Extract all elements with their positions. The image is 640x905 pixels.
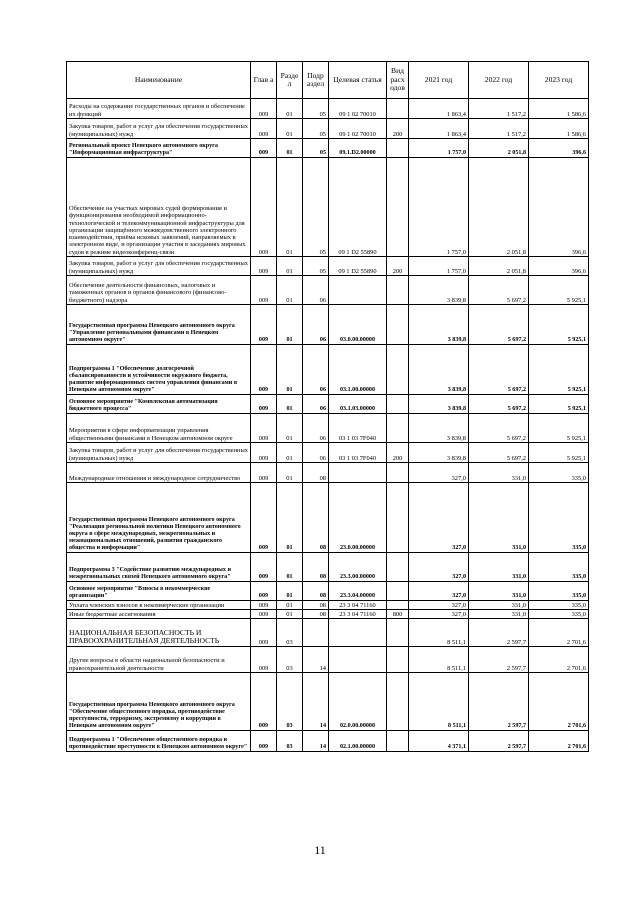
row-value-2022: 331,0 [469, 582, 529, 601]
table-row [67, 601, 589, 610]
row-name: Государственная программа Ненецкого автономного округа "Реализация региональной политики Ненецкого автономного округа в сфере международных, межрегиональных и межнациональных отношений, развития гражданского общества и информации" [67, 483, 251, 553]
row-value-2021: 8 511,1 [409, 673, 469, 731]
row-target-article: 23.0.00.00000 [329, 483, 387, 553]
row-subsection: 06 [303, 395, 329, 414]
row-target-article: 23 3 04 71160 [329, 610, 387, 619]
row-value-2023: 5 925,1 [529, 395, 589, 414]
row-value-2022: 5 697,2 [469, 276, 529, 305]
row-value-2022: 2 051,8 [469, 257, 529, 276]
row-subsection: 06 [303, 305, 329, 345]
row-value-2023: 396,6 [529, 158, 589, 257]
row-subsection: 05 [303, 99, 329, 119]
row-chapter: 009 [251, 483, 277, 553]
row-value-2021: 1 757,0 [409, 257, 469, 276]
table-header [67, 62, 589, 99]
row-value-2021: 3 839,8 [409, 395, 469, 414]
row-expense-type [387, 483, 409, 553]
row-subsection: 06 [303, 443, 329, 463]
row-expense-type [387, 731, 409, 752]
row-target-article [329, 463, 387, 483]
row-chapter: 009 [251, 647, 277, 673]
row-name: Международные отношения и международное сотрудничество [67, 463, 251, 483]
row-value-2022: 2 051,8 [469, 158, 529, 257]
row-subsection: 06 [303, 414, 329, 443]
row-section: 01 [277, 305, 303, 345]
row-chapter: 009 [251, 139, 277, 158]
row-section: 01 [277, 119, 303, 139]
row-name: Подпрограмма 3 "Содействие развитию международных и межрегиональных связей Ненецкого автономного округа" [67, 553, 251, 582]
row-value-2021: 8 511,1 [409, 647, 469, 673]
row-expense-type [387, 276, 409, 305]
row-name: Мероприятия в сфере информатизации управления общественными финансами в Ненецком автономном округе [67, 414, 251, 443]
row-expense-type [387, 139, 409, 158]
row-target-article: 23.3.04.00000 [329, 582, 387, 601]
row-expense-type: 200 [387, 119, 409, 139]
row-subsection: 05 [303, 158, 329, 257]
row-target-article: 02.0.00.00000 [329, 673, 387, 731]
row-subsection: 14 [303, 673, 329, 731]
row-chapter: 009 [251, 257, 277, 276]
row-target-article: 02.1.00.00000 [329, 731, 387, 752]
row-value-2021: 1 757,0 [409, 158, 469, 257]
row-value-2021: 3 839,8 [409, 443, 469, 463]
row-value-2021: 1 863,4 [409, 119, 469, 139]
row-value-2022: 331,0 [469, 483, 529, 553]
row-name: Расходы на содержание государственных органов и обеспечение их функций [67, 99, 251, 119]
row-value-2022: 5 697,2 [469, 443, 529, 463]
row-expense-type [387, 553, 409, 582]
row-value-2021: 327,0 [409, 463, 469, 483]
row-section: 01 [277, 610, 303, 619]
table-row [67, 463, 589, 483]
row-value-2023: 396,6 [529, 257, 589, 276]
row-section: 01 [277, 463, 303, 483]
row-value-2022: 331,0 [469, 610, 529, 619]
row-target-article: 09 1 02 70010 [329, 99, 387, 119]
row-value-2021: 327,0 [409, 601, 469, 610]
row-value-2021: 4 371,1 [409, 731, 469, 752]
row-value-2022: 1 517,2 [469, 119, 529, 139]
row-target-article: 03.1.00.00000 [329, 345, 387, 395]
row-subsection: 06 [303, 345, 329, 395]
row-expense-type: 800 [387, 610, 409, 619]
row-target-article: 03.1.03.00000 [329, 395, 387, 414]
row-chapter: 009 [251, 119, 277, 139]
row-section: 01 [277, 483, 303, 553]
row-target-article: 03 1 03 7F040 [329, 443, 387, 463]
row-chapter: 009 [251, 276, 277, 305]
table-row [67, 257, 589, 276]
row-subsection: 05 [303, 139, 329, 158]
table-row [67, 610, 589, 619]
table-row [67, 305, 589, 345]
row-target-article: 09 1 D2 55890 [329, 158, 387, 257]
row-value-2023: 1 586,6 [529, 119, 589, 139]
row-subsection: 08 [303, 463, 329, 483]
header-cell: Подр аздел [303, 62, 329, 99]
row-section: 03 [277, 731, 303, 752]
header-cell: Вид расх одов [387, 62, 409, 99]
table-row [67, 276, 589, 305]
row-chapter: 009 [251, 601, 277, 610]
row-chapter: 009 [251, 443, 277, 463]
table-row [67, 673, 589, 731]
table-row [67, 139, 589, 158]
row-value-2023: 2 701,6 [529, 673, 589, 731]
row-value-2023: 2 701,6 [529, 619, 589, 647]
row-chapter: 009 [251, 619, 277, 647]
row-value-2021: 327,0 [409, 553, 469, 582]
table-row [67, 582, 589, 601]
row-subsection: 05 [303, 257, 329, 276]
row-section: 01 [277, 414, 303, 443]
row-target-article: 23 3 04 71160 [329, 601, 387, 610]
table-row [67, 414, 589, 443]
row-value-2023: 335,0 [529, 610, 589, 619]
row-value-2023: 396,6 [529, 139, 589, 158]
row-expense-type [387, 619, 409, 647]
row-value-2022: 2 597,7 [469, 673, 529, 731]
row-value-2021: 327,0 [409, 610, 469, 619]
row-value-2022: 2 051,8 [469, 139, 529, 158]
row-name: Закупка товаров, работ и услуг для обеспечения государственных (муниципальных) нужд [67, 257, 251, 276]
row-name: Основное мероприятие "Комплексная автоматизация бюджетного процесса" [67, 395, 251, 414]
row-value-2021: 1 757,0 [409, 139, 469, 158]
row-subsection: 08 [303, 601, 329, 610]
row-value-2023: 5 925,1 [529, 305, 589, 345]
row-value-2022: 5 697,2 [469, 345, 529, 395]
row-subsection: 08 [303, 553, 329, 582]
row-value-2023: 2 701,6 [529, 731, 589, 752]
row-subsection: 14 [303, 731, 329, 752]
row-name: Закупка товаров, работ и услуг для обеспечения государственных (муниципальных) нужд [67, 443, 251, 463]
row-name: Государственная программа Ненецкого автономного округа "Управление региональными финансами в Ненецком автономном округе" [67, 305, 251, 345]
row-value-2023: 5 925,1 [529, 443, 589, 463]
row-value-2022: 1 517,2 [469, 99, 529, 119]
table-row [67, 553, 589, 582]
row-value-2021: 1 863,4 [409, 99, 469, 119]
header-cell: 2022 год [469, 62, 529, 99]
row-target-article: 09 1 D2 55890 [329, 257, 387, 276]
row-section: 01 [277, 276, 303, 305]
row-subsection: 08 [303, 483, 329, 553]
row-target-article: 09 1 02 70010 [329, 119, 387, 139]
row-value-2022: 331,0 [469, 553, 529, 582]
row-value-2021: 8 511,1 [409, 619, 469, 647]
table-row [67, 158, 589, 257]
row-section: 01 [277, 443, 303, 463]
row-chapter: 009 [251, 582, 277, 601]
row-value-2023: 1 586,6 [529, 99, 589, 119]
row-value-2021: 327,0 [409, 582, 469, 601]
row-chapter: 009 [251, 158, 277, 257]
row-target-article [329, 619, 387, 647]
header-cell: Разде л [277, 62, 303, 99]
row-name: Закупка товаров, работ и услуг для обеспечения государственных (муниципальных) нужд [67, 119, 251, 139]
row-chapter: 009 [251, 463, 277, 483]
table-row [67, 395, 589, 414]
row-name: НАЦИОНАЛЬНАЯ БЕЗОПАСНОСТЬ И ПРАВООХРАНИТЕЛЬНАЯ ДЕЯТЕЛЬНОСТЬ [67, 619, 251, 647]
table-row [67, 345, 589, 395]
row-section: 03 [277, 673, 303, 731]
row-value-2022: 2 597,7 [469, 647, 529, 673]
row-expense-type [387, 305, 409, 345]
row-chapter: 009 [251, 731, 277, 752]
row-chapter: 009 [251, 673, 277, 731]
row-chapter: 009 [251, 305, 277, 345]
row-value-2023: 5 925,1 [529, 345, 589, 395]
row-subsection: 08 [303, 610, 329, 619]
row-target-article: 03 1 03 7F040 [329, 414, 387, 443]
page-number: 11 [314, 843, 326, 857]
header-cell: 2023 год [529, 62, 589, 99]
table-row [67, 99, 589, 119]
row-value-2021: 3 839,8 [409, 414, 469, 443]
row-value-2022: 2 597,7 [469, 619, 529, 647]
row-value-2021: 3 839,8 [409, 345, 469, 395]
row-chapter: 009 [251, 345, 277, 395]
row-expense-type [387, 463, 409, 483]
row-expense-type [387, 414, 409, 443]
row-name: Региональный проект Ненецкого автономного округа "Информационная инфраструктура" [67, 139, 251, 158]
row-value-2022: 5 697,2 [469, 305, 529, 345]
table-row [67, 483, 589, 553]
row-subsection [303, 619, 329, 647]
row-value-2022: 5 697,2 [469, 414, 529, 443]
table-row [67, 731, 589, 752]
row-section: 01 [277, 257, 303, 276]
table-row [67, 443, 589, 463]
row-target-article: 23.3.00.00000 [329, 553, 387, 582]
row-expense-type [387, 582, 409, 601]
row-section: 01 [277, 99, 303, 119]
row-section: 03 [277, 619, 303, 647]
table-row [67, 119, 589, 139]
header-cell: 2021 год [409, 62, 469, 99]
row-value-2022: 331,0 [469, 601, 529, 610]
row-target-article: 03.0.00.00000 [329, 305, 387, 345]
row-value-2023: 335,0 [529, 601, 589, 610]
row-value-2023: 5 925,1 [529, 414, 589, 443]
row-expense-type [387, 158, 409, 257]
row-section: 01 [277, 601, 303, 610]
row-subsection: 05 [303, 119, 329, 139]
row-section: 01 [277, 158, 303, 257]
row-expense-type [387, 395, 409, 414]
table-row [67, 647, 589, 673]
row-value-2022: 5 697,2 [469, 395, 529, 414]
row-value-2021: 3 839,8 [409, 276, 469, 305]
row-name: Другие вопросы в области национальной безопасности и правоохранительной деятельности [67, 647, 251, 673]
row-name: Подпрограмма 1 "Обеспечение долгосрочной сбалансированности и устойчивости окружного бюджета, развитие информационных систем управления финансами в Ненецком автономном округе" [67, 345, 251, 395]
row-chapter: 009 [251, 395, 277, 414]
header-cell: Целевая статья [329, 62, 387, 99]
row-chapter: 009 [251, 610, 277, 619]
row-value-2023: 335,0 [529, 582, 589, 601]
row-value-2023: 335,0 [529, 483, 589, 553]
row-target-article [329, 276, 387, 305]
row-name: Подпрограмма 1 "Обеспечение общественного порядка и противодействие преступности в Ненецком автономном округе" [67, 731, 251, 752]
row-value-2023: 335,0 [529, 553, 589, 582]
row-expense-type: 200 [387, 443, 409, 463]
row-name: Обеспечение на участках мировых судей формирования и функционирования необходимой информационно-технологической и телекоммуникационной инфраструктуры для организации защищённого межведомственного электронного взаимодействия, приёма исковых заявлений, направляемых в электронном виде, и организации участия в заседаниях мировых судов в режиме видеоконференц-связи [67, 158, 251, 257]
row-chapter: 009 [251, 553, 277, 582]
row-subsection: 08 [303, 582, 329, 601]
row-value-2023: 5 925,1 [529, 276, 589, 305]
table-row [67, 619, 589, 647]
row-expense-type [387, 345, 409, 395]
row-section: 01 [277, 582, 303, 601]
row-name: Уплата членских взносов в некоммерческие организации [67, 601, 251, 610]
row-subsection: 14 [303, 647, 329, 673]
row-chapter: 009 [251, 99, 277, 119]
row-section: 01 [277, 139, 303, 158]
row-value-2023: 2 701,6 [529, 647, 589, 673]
row-section: 01 [277, 345, 303, 395]
row-expense-type [387, 99, 409, 119]
header-cell: Глав а [251, 62, 277, 99]
row-section: 01 [277, 395, 303, 414]
row-target-article [329, 647, 387, 673]
row-name: Основное мероприятие "Взносы в некоммерческие организации" [67, 582, 251, 601]
row-target-article: 09.1.D2.00000 [329, 139, 387, 158]
header-cell: Наименование [67, 62, 251, 99]
budget-table [66, 61, 589, 752]
row-value-2021: 3 839,8 [409, 305, 469, 345]
row-value-2022: 2 597,7 [469, 731, 529, 752]
row-name: Обеспечение деятельности финансовых, налоговых и таможенных органов и органов финансового (финансово-бюджетного) надзора [67, 276, 251, 305]
row-section: 01 [277, 553, 303, 582]
row-value-2022: 331,0 [469, 463, 529, 483]
row-expense-type [387, 647, 409, 673]
row-expense-type: 200 [387, 257, 409, 276]
row-expense-type [387, 673, 409, 731]
row-chapter: 009 [251, 414, 277, 443]
row-subsection: 06 [303, 276, 329, 305]
row-value-2023: 335,0 [529, 463, 589, 483]
row-expense-type [387, 601, 409, 610]
row-value-2021: 327,0 [409, 483, 469, 553]
row-section: 03 [277, 647, 303, 673]
row-name: Государственная программа Ненецкого автономного округа "Обеспечение общественного порядка, противодействие преступности, терроризму, экстремизму и коррупции в Ненецком автономном округе" [67, 673, 251, 731]
row-name: Иные бюджетные ассигнования [67, 610, 251, 619]
